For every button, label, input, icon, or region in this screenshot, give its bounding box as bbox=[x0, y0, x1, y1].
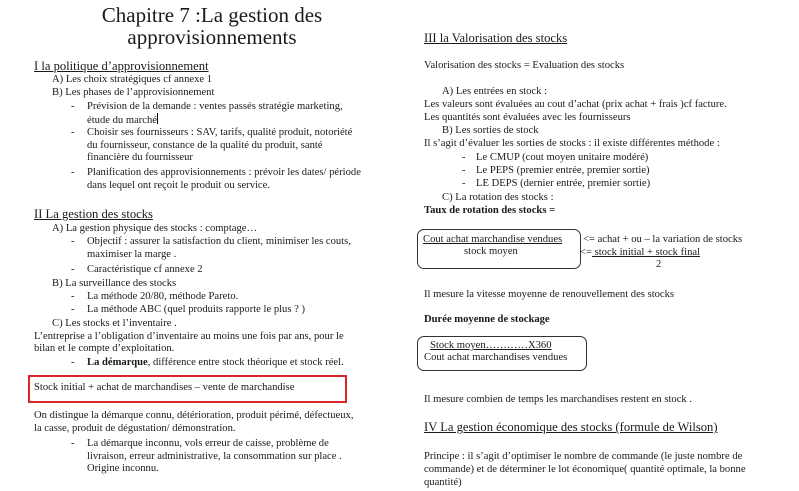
dash-bullet: - bbox=[462, 165, 466, 176]
paragraph-line: commande) et de déterminer le lot économique( quantité optimale, la bonne bbox=[424, 464, 746, 475]
dash-bullet: - bbox=[71, 304, 75, 315]
list-item: maximiser la marge . bbox=[87, 249, 177, 260]
list-item: dans lequel ont reçoit le produit ou service. bbox=[87, 180, 270, 191]
paragraph-line: Il mesure combien de temps les marchandises restent en stock . bbox=[424, 394, 692, 405]
paragraph-line: Les quantités sont évaluées avec les fournisseurs bbox=[424, 112, 631, 123]
dash-bullet: - bbox=[71, 264, 75, 275]
formula-denominator: Cout achat marchandises vendues bbox=[424, 352, 568, 363]
list-item: B) Les phases de l’approvisionnement bbox=[52, 87, 215, 98]
paragraph-line: Valorisation des stocks = Evaluation des stocks bbox=[424, 60, 625, 71]
formula-numerator: Stock moyen…………X360 bbox=[430, 340, 552, 351]
paragraph-line: Il s’agit d’évaluer les sorties de stocks : il existe différentes méthode : bbox=[424, 138, 720, 149]
dash-bullet: - bbox=[71, 438, 75, 449]
paragraph-line: On distingue la démarque connu, détérioration, produit périmé, défectueux, bbox=[34, 410, 354, 421]
list-item: C) Les stocks et l’inventaire . bbox=[52, 318, 177, 329]
formula-text: Stock initial + achat de marchandises – vente de marchandise bbox=[34, 382, 295, 393]
paragraph-line: Il mesure la vitesse moyenne de renouvellement des stocks bbox=[424, 289, 675, 300]
formula-denominator: stock moyen bbox=[464, 246, 518, 257]
formula-annotation: <= achat + ou – la variation de stocks bbox=[583, 234, 743, 245]
list-item: Caractéristique cf annexe 2 bbox=[87, 264, 203, 275]
list-item: C) La rotation des stocks : bbox=[442, 192, 554, 203]
paragraph-line: la casse, produit de dégustation/ démonstration. bbox=[34, 423, 236, 434]
list-item: B) Les sorties de stock bbox=[442, 125, 539, 136]
dash-bullet: - bbox=[71, 236, 75, 247]
paragraph-line: quantité) bbox=[424, 477, 462, 488]
list-item: B) La surveillance des stocks bbox=[52, 278, 177, 289]
list-item: Prévision de la demande : ventes passés stratégie marketing, bbox=[87, 101, 343, 112]
paragraph-line: bilan et le compte d’exploitation. bbox=[34, 343, 175, 354]
list-item: A) Les choix stratégiques cf annexe 1 bbox=[52, 74, 213, 85]
list-item: A) La gestion physique des stocks : comptage… bbox=[52, 223, 258, 234]
dash-bullet: - bbox=[71, 101, 75, 112]
list-item: La méthode ABC (quel produits rapporte le plus ? ) bbox=[87, 304, 306, 315]
text-cursor bbox=[157, 113, 158, 124]
list-item: du fournisseur, constance de la qualité du produit, santé bbox=[87, 140, 323, 151]
list-item: La démarque inconnu, vols erreur de caisse, problème de bbox=[87, 438, 329, 449]
list-item: Planification des approvisionnements : prévoir les dates/ période bbox=[87, 167, 361, 178]
formula-numerator: Cout achat marchandise vendues bbox=[423, 234, 563, 245]
list-item: financière du fournisseur bbox=[87, 152, 193, 163]
dash-bullet: - bbox=[462, 178, 466, 189]
list-item: Objectif : assurer la satisfaction du client, minimiser les couts, bbox=[87, 236, 351, 247]
section-heading-politique: I la politique d’approvisionnement bbox=[34, 59, 209, 73]
paragraph-line: L’entreprise a l’obligation d’inventaire au moins une fois par ans, pour le bbox=[34, 331, 344, 342]
formula-annotation: 2 bbox=[656, 259, 662, 270]
list-item: LE DEPS (dernier entrée, premier sortie) bbox=[476, 178, 651, 189]
section-heading-wilson: IV La gestion économique des stocks (formule de Wilson) bbox=[424, 420, 718, 434]
section-heading-gestion-stocks: II La gestion des stocks bbox=[34, 207, 153, 221]
formula-annotation: <= stock initial + stock final bbox=[580, 247, 701, 258]
list-item: étude du marché bbox=[87, 115, 158, 126]
list-item: A) Les entrées en stock : bbox=[442, 86, 548, 97]
list-item: Choisir ses fournisseurs : SAV, tarifs, qualité produit, notoriété bbox=[87, 127, 353, 138]
paragraph-line: Les valeurs sont évaluées au cout d’achat (prix achat + frais )cf facture. bbox=[424, 99, 727, 110]
list-item: livraison, erreur administrative, la consommation sur place . bbox=[87, 451, 342, 462]
dash-bullet: - bbox=[462, 152, 466, 163]
dash-bullet: - bbox=[71, 127, 75, 138]
dash-bullet: - bbox=[71, 357, 75, 368]
subheading-duree: Durée moyenne de stockage bbox=[424, 314, 550, 325]
section-heading-valorisation: III la Valorisation des stocks bbox=[424, 31, 568, 45]
list-item: La méthode 20/80, méthode Pareto. bbox=[87, 291, 239, 302]
paragraph-line: Principe : il s’agit d’optimiser le nombre de commande (le juste nombre de bbox=[424, 451, 743, 462]
page-title-line2: approvisionnements bbox=[127, 25, 297, 49]
list-item: La démarque, différence entre stock théorique et stock réel. bbox=[87, 357, 344, 368]
list-item: Origine inconnu. bbox=[87, 463, 159, 474]
formula-label: Taux de rotation des stocks = bbox=[424, 205, 556, 216]
list-item: Le PEPS (premier entrée, premier sortie) bbox=[476, 165, 650, 176]
dash-bullet: - bbox=[71, 167, 75, 178]
page-title-line1: Chapitre 7 :La gestion des bbox=[101, 3, 323, 27]
list-item: Le CMUP (cout moyen unitaire modéré) bbox=[476, 152, 649, 163]
dash-bullet: - bbox=[71, 291, 75, 302]
